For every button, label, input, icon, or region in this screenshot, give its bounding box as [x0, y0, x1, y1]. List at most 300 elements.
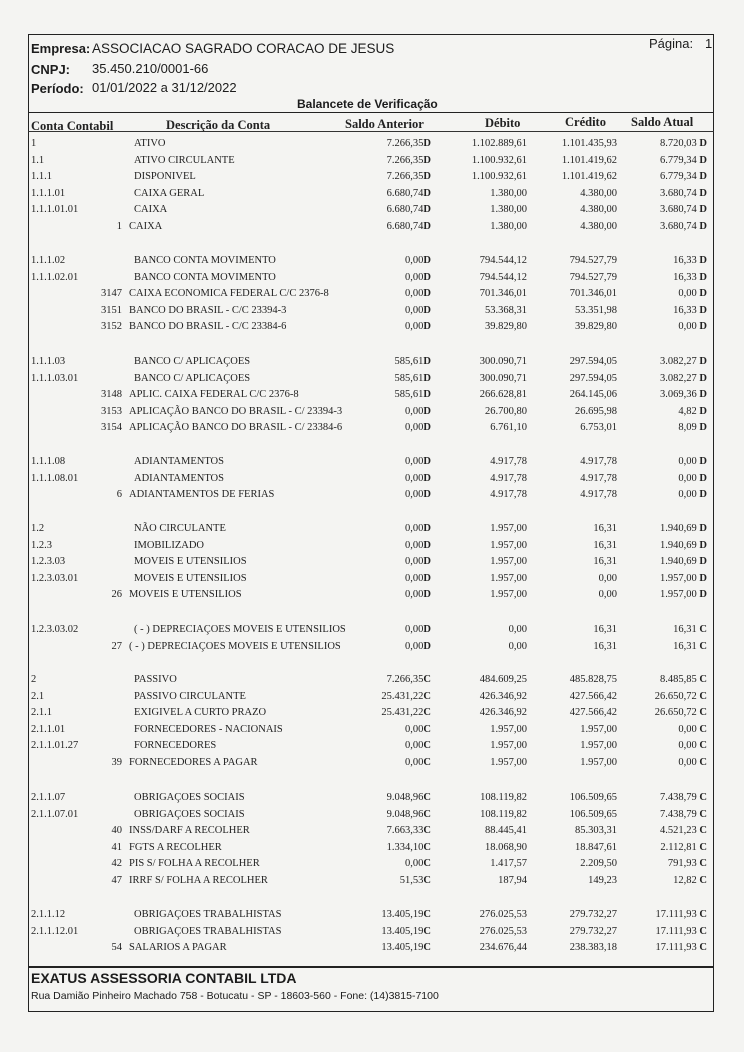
credito: 149,23 — [588, 875, 617, 886]
table-row — [0, 288, 744, 304]
saldo-atual-type: D — [699, 171, 707, 183]
account-description: MOVEIS E UTENSILIOS — [134, 556, 247, 568]
saldo-anterior — [405, 305, 431, 316]
saldo-atual-type: D — [699, 523, 707, 534]
saldo-anterior — [405, 272, 431, 283]
saldo-anterior-type: D — [423, 204, 431, 216]
saldo-atual-type: C — [699, 808, 707, 820]
account-code: 1.1.1.02.01 — [31, 271, 79, 283]
saldo-atual-type: C — [699, 858, 707, 870]
saldo-anterior-value: 0,00 — [405, 422, 424, 434]
saldo-anterior-value: 0,00 — [405, 740, 424, 752]
saldo-atual-value: 0,00 — [678, 723, 697, 735]
saldo-atual — [678, 406, 707, 417]
saldo-atual-type: D — [699, 589, 707, 601]
saldo-atual — [660, 155, 707, 166]
account-code: 2.1.1.01 — [31, 723, 66, 735]
saldo-anterior-value: 0,00 — [405, 456, 424, 467]
account-description: ATIVO CIRCULANTE — [134, 154, 235, 166]
account-number: 1 — [116, 221, 122, 232]
saldo-anterior-type: D — [423, 304, 431, 316]
saldo-atual-value: 0,00 — [678, 757, 697, 768]
credito: 85.303,31 — [575, 825, 617, 837]
saldo-atual — [678, 456, 707, 467]
saldo-anterior-value: 0,00 — [405, 288, 424, 300]
debito: 26.700,80 — [485, 405, 527, 417]
saldo-atual-value: 7.438,79 — [660, 792, 697, 803]
saldo-anterior — [405, 489, 431, 500]
saldo-atual-type: D — [699, 422, 707, 434]
saldo-atual — [660, 573, 707, 584]
debito: 426.346,92 — [479, 707, 527, 719]
saldo-anterior-type: D — [423, 138, 431, 149]
table-row — [0, 740, 744, 756]
saldo-atual-value: 3.680,74 — [660, 221, 697, 232]
account-description: FORNECEDORES - NACIONAIS — [134, 723, 283, 735]
credito: 427.566,42 — [569, 690, 617, 702]
table-row — [0, 155, 744, 171]
saldo-anterior-value: 0,00 — [405, 624, 424, 635]
account-code: 2.1.1.07.01 — [31, 808, 79, 820]
saldo-anterior-value: 585,61 — [394, 372, 424, 384]
credito: 1.957,00 — [580, 740, 617, 752]
account-number: 40 — [111, 825, 122, 837]
credito: 4.917,78 — [580, 456, 617, 467]
debito: 4.917,78 — [490, 489, 527, 501]
saldo-atual — [673, 641, 707, 652]
saldo-anterior — [381, 707, 431, 718]
saldo-atual-value: 3.680,74 — [660, 187, 697, 199]
saldo-anterior-value: 6.680,74 — [386, 187, 424, 199]
account-description: APLIC. CAIXA FEDERAL C/C 2376-8 — [129, 389, 299, 401]
account-code: 1.1.1.01 — [31, 187, 66, 199]
credito: 0,00 — [598, 572, 617, 584]
saldo-anterior — [405, 624, 431, 635]
debito: 1.417,57 — [490, 858, 527, 870]
saldo-anterior-type: D — [423, 221, 431, 232]
account-description: BANCO C/ APLICAÇOES — [134, 372, 251, 384]
account-number: 3154 — [101, 422, 122, 434]
debito: 1.957,00 — [490, 589, 527, 601]
saldo-anterior-value: 13.405,19 — [381, 925, 424, 937]
credito: 279.732,27 — [569, 925, 617, 937]
saldo-atual-type: C — [699, 925, 707, 937]
debito: 276.025,53 — [479, 925, 527, 937]
saldo-atual-value: 2.112,81 — [660, 841, 697, 853]
saldo-atual-value: 3.082,27 — [660, 356, 697, 367]
saldo-anterior-type: C — [423, 740, 431, 752]
saldo-anterior — [387, 792, 431, 803]
account-description: SALARIOS A PAGAR — [129, 942, 227, 954]
saldo-atual-type: D — [699, 304, 707, 316]
table-row — [0, 389, 744, 405]
debito: 701.346,01 — [479, 288, 527, 300]
saldo-atual-value: 6.779,34 — [660, 171, 697, 183]
saldo-anterior-value: 0,00 — [405, 304, 424, 316]
credito: 16,31 — [593, 640, 617, 652]
saldo-atual-type: D — [699, 356, 707, 367]
saldo-anterior — [387, 138, 431, 149]
saldo-anterior — [405, 255, 431, 266]
saldo-anterior — [405, 540, 431, 551]
debito: 1.100.932,61 — [471, 171, 527, 183]
saldo-atual — [656, 926, 707, 937]
footer-divider — [28, 966, 714, 967]
credito: 4.380,00 — [580, 204, 617, 216]
table-row — [0, 926, 744, 942]
saldo-anterior — [405, 288, 431, 299]
debito: 794.544,12 — [479, 271, 527, 283]
saldo-atual-value: 0,00 — [678, 288, 697, 300]
debito: 1.957,00 — [490, 572, 527, 584]
account-number: 27 — [111, 640, 122, 652]
saldo-atual — [660, 389, 707, 400]
table-row — [0, 707, 744, 723]
account-code: 1.1.1.01.01 — [31, 204, 79, 216]
credito: 485.828,75 — [569, 674, 617, 685]
saldo-atual-type: D — [699, 456, 707, 467]
saldo-anterior-value: 0,00 — [405, 472, 424, 484]
debito: 426.346,92 — [479, 690, 527, 702]
saldo-anterior-value: 25.431,22 — [381, 690, 424, 702]
debito: 266.628,81 — [479, 389, 527, 401]
saldo-atual-value: 3.680,74 — [660, 204, 697, 216]
account-number: 41 — [111, 841, 122, 853]
account-description: IRRF S/ FOLHA A RECOLHER — [129, 875, 268, 886]
account-code: 1.1.1.08.01 — [31, 472, 79, 484]
saldo-anterior-value: 0,00 — [405, 572, 424, 584]
account-code: 1.2.3 — [31, 539, 52, 551]
account-code: 2.1.1.12.01 — [31, 925, 79, 937]
saldo-anterior-value: 25.431,22 — [381, 707, 424, 719]
saldo-atual-type: C — [699, 909, 707, 920]
table-row — [0, 589, 744, 605]
saldo-anterior-type: D — [423, 456, 431, 467]
saldo-atual-value: 1.940,69 — [660, 556, 697, 568]
saldo-anterior — [387, 204, 431, 215]
saldo-atual-type: D — [699, 372, 707, 384]
saldo-atual — [678, 288, 707, 299]
credito: 794.527,79 — [569, 271, 617, 283]
saldo-anterior-value: 7.663,33 — [386, 825, 424, 837]
debito: 300.090,71 — [479, 356, 527, 367]
account-number: 54 — [111, 942, 122, 954]
account-code: 2.1.1.12 — [31, 909, 66, 920]
saldo-anterior — [387, 809, 431, 820]
saldo-anterior-value: 9.048,96 — [386, 808, 424, 820]
account-description: CAIXA ECONOMICA FEDERAL C/C 2376-8 — [129, 288, 329, 300]
table-row — [0, 724, 744, 740]
table-row — [0, 138, 744, 154]
account-number: 42 — [111, 858, 122, 870]
table-row — [0, 188, 744, 204]
saldo-anterior-value: 0,00 — [405, 255, 424, 266]
account-number: 3151 — [101, 304, 122, 316]
saldo-atual-value: 0,00 — [678, 456, 697, 467]
saldo-atual — [660, 842, 707, 853]
saldo-atual — [678, 321, 707, 332]
table-row — [0, 255, 744, 271]
saldo-anterior-type: D — [423, 271, 431, 283]
saldo-atual-value: 12,82 — [673, 875, 697, 886]
debito: 1.380,00 — [490, 221, 527, 232]
table-row — [0, 321, 744, 337]
saldo-anterior — [381, 691, 431, 702]
saldo-atual-type: D — [699, 221, 707, 232]
account-description: BANCO C/ APLICAÇOES — [134, 356, 251, 367]
table-row — [0, 456, 744, 472]
saldo-atual — [660, 171, 707, 182]
account-description: NÃO CIRCULANTE — [134, 523, 226, 534]
saldo-atual — [660, 792, 707, 803]
account-code: 1.2.3.03.01 — [31, 572, 79, 584]
saldo-atual-value: 791,93 — [667, 858, 697, 870]
saldo-atual-value: 8.485,85 — [660, 674, 697, 685]
credito: 26.695,98 — [575, 405, 617, 417]
account-description: ( - ) DEPRECIAÇOES MOVEIS E UTENSILIOS — [134, 624, 346, 635]
saldo-atual-value: 1.940,69 — [660, 539, 697, 551]
saldo-anterior — [405, 724, 431, 735]
saldo-anterior-type: D — [423, 356, 431, 367]
account-number: 3147 — [101, 288, 122, 300]
saldo-atual-value: 0,00 — [678, 472, 697, 484]
table-row — [0, 842, 744, 858]
saldo-atual-type: C — [699, 942, 707, 954]
debito: 300.090,71 — [479, 372, 527, 384]
saldo-anterior-type: D — [423, 472, 431, 484]
saldo-anterior — [381, 942, 431, 953]
credito: 427.566,42 — [569, 707, 617, 719]
debito: 1.102.889,61 — [471, 138, 527, 149]
table-row — [0, 858, 744, 874]
saldo-atual-value: 1.957,00 — [660, 572, 697, 584]
table-row — [0, 540, 744, 556]
debito: 794.544,12 — [479, 255, 527, 266]
saldo-atual-value: 16,33 — [673, 255, 697, 266]
table-row — [0, 556, 744, 572]
saldo-anterior-type: C — [423, 690, 431, 702]
column-header-saldo-anterior: Saldo Anterior — [345, 117, 424, 131]
account-number: 39 — [111, 757, 122, 768]
saldo-atual-value: 4,82 — [678, 405, 697, 417]
account-number: 6 — [116, 489, 122, 501]
table-row — [0, 171, 744, 187]
saldo-anterior — [387, 171, 431, 182]
saldo-anterior-type: C — [423, 942, 431, 954]
saldo-anterior-value: 0,00 — [405, 405, 424, 417]
saldo-anterior-type: C — [423, 858, 431, 870]
credito: 264.145,06 — [569, 389, 617, 401]
saldo-atual-type: D — [699, 187, 707, 199]
saldo-anterior-value: 7.266,35 — [386, 171, 424, 183]
saldo-anterior-type: C — [423, 841, 431, 853]
saldo-anterior — [395, 389, 431, 400]
saldo-atual — [678, 757, 707, 768]
saldo-atual — [678, 422, 707, 433]
saldo-atual-value: 0,00 — [678, 321, 697, 333]
debito: 0,00 — [508, 624, 527, 635]
table-row — [0, 573, 744, 589]
debito: 1.957,00 — [490, 539, 527, 551]
saldo-atual — [655, 707, 707, 718]
saldo-anterior — [405, 556, 431, 567]
account-code: 2.1 — [31, 690, 45, 702]
credito: 18.847,61 — [575, 841, 617, 853]
saldo-atual — [660, 356, 707, 367]
table-row — [0, 406, 744, 422]
account-description: CAIXA — [129, 221, 163, 232]
saldo-anterior-value: 585,61 — [394, 356, 424, 367]
saldo-anterior-type: D — [423, 624, 431, 635]
saldo-atual-value: 3.069,36 — [660, 389, 697, 401]
account-code: 1.1.1.03.01 — [31, 372, 79, 384]
saldo-anterior-value: 0,00 — [405, 539, 424, 551]
credito: 297.594,05 — [569, 356, 617, 367]
saldo-atual — [656, 909, 707, 920]
saldo-anterior — [405, 321, 431, 332]
account-code: 1.2.3.03 — [31, 556, 66, 568]
saldo-atual-type: D — [699, 255, 707, 266]
table-row — [0, 674, 744, 690]
periodo-label: Período: — [31, 81, 84, 96]
table-row — [0, 473, 744, 489]
account-description: CAIXA — [134, 204, 168, 216]
saldo-atual — [673, 875, 707, 886]
saldo-anterior-value: 0,00 — [405, 523, 424, 534]
debito: 234.676,44 — [479, 942, 527, 954]
debito: 18.068,90 — [485, 841, 527, 853]
credito: 4.917,78 — [580, 489, 617, 501]
saldo-anterior-value: 0,00 — [405, 556, 424, 568]
saldo-anterior-type: D — [423, 171, 431, 183]
debito: 187,94 — [498, 875, 527, 886]
saldo-anterior — [387, 221, 431, 232]
saldo-anterior-type: D — [423, 539, 431, 551]
page-label: Página: — [649, 36, 694, 51]
column-header-saldo-atual: Saldo Atual — [631, 115, 694, 129]
saldo-anterior — [387, 155, 431, 166]
saldo-anterior-type: C — [423, 674, 431, 685]
saldo-anterior-type: D — [423, 288, 431, 300]
saldo-anterior-type: C — [423, 707, 431, 719]
saldo-atual-value: 17.111,93 — [655, 925, 697, 937]
account-number: 3148 — [101, 389, 122, 401]
saldo-atual — [656, 942, 707, 953]
saldo-atual-value: 17.111,93 — [655, 909, 697, 920]
table-row — [0, 204, 744, 220]
account-description: ( - ) DEPRECIAÇOES MOVEIS E UTENSILIOS — [129, 640, 341, 652]
saldo-atual-type: C — [699, 674, 707, 685]
saldo-anterior-value: 0,00 — [405, 321, 424, 333]
cnpj-label: CNPJ: — [31, 62, 71, 77]
saldo-atual-type: D — [699, 472, 707, 484]
credito: 4.380,00 — [580, 187, 617, 199]
credito: 238.383,18 — [569, 942, 617, 954]
table-row — [0, 825, 744, 841]
saldo-anterior — [405, 573, 431, 584]
saldo-atual-type: D — [699, 288, 707, 300]
saldo-atual-type: C — [699, 624, 707, 635]
saldo-atual-type: D — [699, 556, 707, 568]
empresa-value: ASSOCIACAO SAGRADO CORACAO DE JESUS — [92, 41, 395, 56]
saldo-anterior-type: D — [423, 405, 431, 417]
credito: 1.101.419,62 — [561, 171, 617, 183]
debito: 1.100.932,61 — [471, 154, 527, 166]
saldo-atual-type: D — [699, 539, 707, 551]
saldo-atual — [668, 858, 707, 869]
credito: 701.346,01 — [569, 288, 617, 300]
saldo-atual-type: C — [699, 841, 707, 853]
account-code: 1 — [31, 138, 37, 149]
account-description: PASSIVO — [134, 674, 177, 685]
credito: 39.829,80 — [575, 321, 617, 333]
table-row — [0, 809, 744, 825]
account-description: OBRIGAÇOES TRABALHISTAS — [134, 925, 282, 937]
saldo-atual — [673, 624, 707, 635]
account-description: BANCO DO BRASIL - C/C 23384-6 — [129, 321, 287, 333]
saldo-atual-value: 1.957,00 — [660, 589, 697, 601]
footer-company-name: EXATUS ASSESSORIA CONTABIL LTDA — [31, 970, 297, 986]
saldo-atual-value: 1.940,69 — [660, 523, 697, 534]
saldo-anterior — [405, 641, 431, 652]
saldo-anterior-value: 51,53 — [399, 875, 424, 886]
table-row — [0, 909, 744, 925]
account-code: 1.1.1 — [31, 171, 52, 183]
saldo-atual-value: 26.650,72 — [654, 690, 697, 702]
table-row — [0, 757, 744, 773]
debito: 276.025,53 — [479, 909, 527, 920]
account-code: 1.1.1.03 — [31, 356, 66, 367]
saldo-atual-type: D — [699, 572, 707, 584]
saldo-anterior — [395, 373, 431, 384]
saldo-atual-type: C — [699, 690, 707, 702]
debito: 1.957,00 — [490, 723, 527, 735]
credito: 1.957,00 — [580, 723, 617, 735]
credito: 297.594,05 — [569, 372, 617, 384]
saldo-atual-type: C — [699, 707, 707, 719]
saldo-anterior-type: D — [423, 389, 431, 401]
saldo-anterior-value: 0,00 — [405, 723, 424, 735]
saldo-atual — [673, 255, 707, 266]
header-divider — [28, 112, 714, 113]
saldo-anterior-value: 7.266,35 — [386, 138, 424, 149]
credito: 279.732,27 — [569, 909, 617, 920]
saldo-atual-type: D — [699, 489, 707, 501]
saldo-anterior — [400, 875, 431, 886]
table-row — [0, 489, 744, 505]
cnpj-value: 35.450.210/0001-66 — [92, 61, 209, 76]
table-row — [0, 691, 744, 707]
saldo-anterior — [381, 926, 431, 937]
account-code: 2.1.1 — [31, 707, 52, 719]
saldo-anterior — [405, 589, 431, 600]
account-code: 1.2 — [31, 523, 45, 534]
saldo-anterior-type: C — [423, 909, 431, 920]
saldo-atual-value: 16,31 — [673, 624, 697, 635]
account-description: CAIXA GERAL — [134, 187, 205, 199]
saldo-atual-type: D — [699, 321, 707, 333]
saldo-anterior-value: 0,00 — [405, 589, 424, 601]
table-row — [0, 373, 744, 389]
saldo-anterior — [405, 740, 431, 751]
account-code: 2 — [31, 674, 37, 685]
saldo-atual-type: C — [699, 740, 707, 752]
saldo-atual-type: C — [699, 640, 707, 652]
saldo-anterior-value: 9.048,96 — [386, 792, 424, 803]
saldo-anterior-type: D — [423, 255, 431, 266]
saldo-atual-value: 16,33 — [673, 304, 697, 316]
account-code: 1.1.1.02 — [31, 255, 66, 266]
